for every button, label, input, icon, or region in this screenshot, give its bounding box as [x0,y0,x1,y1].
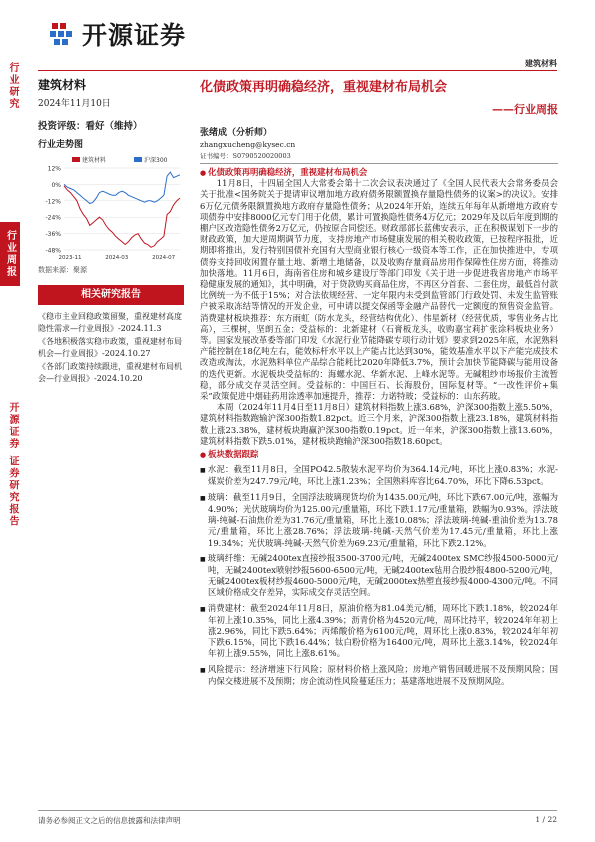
logo [48,16,186,52]
legend-swatch [72,157,80,162]
related-title: 相关研究报告 [38,285,184,305]
left-column [38,76,184,386]
report-body [200,167,558,687]
report-subtitle: ——行业周报 [492,103,558,116]
data-item: ■ 水泥：截至11月8日，全国PO42.5散装水泥平均价为364.14元/吨，环比上涨0.83%；水泥-煤炭价差为247.79元/吨，环比上涨1.23%；全国熟料库容比64.70%，环比下降6.53pct。 [200,464,558,487]
report-date: 2024年11月10日 [38,99,111,109]
sidebar-block: 行业周报 [0,222,20,286]
trend-chart [38,154,184,264]
cert-number: 证书编号：S0790520020003 [200,151,558,164]
y-tick-label: -24% [45,214,61,222]
section-heading: ● 化债政策再明确稳经济，重视建材布局机会 [200,167,558,178]
sidebar [0,0,22,842]
chart-source: 数据来源：聚源 [38,266,87,274]
data-item: ■ 消费建材：截至2024年11月8日，原油价格为81.04美元/桶，周环比下跌1.18%，较2024年年初上涨10.35%，同比上涨4.39%；沥青价格为4520元/吨，周环比持平，较2024年年初上涨2.96%，同比下跌5.64%；丙烯酸价格为6100元/吨，周环比上涨0.83%，较2024年年初下跌6.15%，同比下跌16.44%；钛白粉价格为16400元/吨，周环比上涨3.14%，较2024年年初上涨9.55%，同比上涨8.61%。 [200,603,558,660]
section-heading: ● 板块数据跟踪 [200,449,558,460]
footer-disclaimer: 请务必参阅正文之后的信息披露和法律声明 [38,816,181,825]
sidebar-bottom-text: 开源证券 证券研究报告 [7,402,18,528]
y-tick-label: 12% [47,165,61,173]
x-tick-label: 2024-07 [152,255,176,261]
y-tick-label: -48% [45,247,61,255]
related-item[interactable]: 《各部门政策持续跟进，重视建材布局机会—行业周报》-2024.10.20 [38,362,182,383]
right-column [200,76,558,687]
sector-tag: 建筑材料 [525,58,557,68]
rating: 投资评级：看好（维持） [38,121,143,132]
trend-chart-svg [38,154,184,264]
chart-title: 行业走势图 [38,140,84,150]
legend-swatch [134,157,142,162]
legend-label: 沪深300 [144,157,168,164]
legend-label: 建筑材料 [82,157,107,164]
related-item[interactable]: 《各地积极落实稳市政策，重视建材布局机会—行业周报》-2024.10.27 [38,337,182,358]
y-tick-label: -36% [45,231,61,239]
series-line [64,186,180,248]
author: 张绪成（分析师） [200,128,273,138]
data-item: ■ 玻璃：截至11月9日，全国浮法玻璃现货均价为1435.00元/吨，环比下跌67.00元/吨，涨幅为4.90%；光伏玻璃均价为125.00元/重量箱，环比下跌1.17元/重量箱，跌幅为0.93%。浮法玻璃-纯碱-石油焦价差为31.76元/重量箱，环比上涨10.08%；浮法玻璃-纯碱-重油价差为13.78元/重量箱，环比上涨28.76%；浮法玻璃-纯碱-天然气价差为17.45元/重量箱，环比上涨19.34%；光伏玻璃-纯碱-天然气价差为69.23元/重量箱，环比下跌2.12%。 [200,492,558,549]
page-number: 1 / 22 [535,815,557,824]
y-tick-label: 0% [51,181,61,189]
data-item: ■ 玻璃纤维：无碱2400tex直接纱报3500-3700元/吨，无碱2400tex SMC纱报4500-5000元/吨，无碱2400tex喷射纱报5600-6500元/吨，无碱2400tex毡用合股纱报4800-5200元/吨，无碱2400tex板材纱报4600-5000元/吨，无碱2000tex热塑直接纱报4000-4300元/吨。不同区域价格成交存差异，实际成交存灵活空间。 [200,553,558,599]
sidebar-top-text: 行业研究 [7,62,18,110]
logo-text: 开源证券 [82,21,187,50]
related-list [38,311,184,385]
report-title: 化债政策再明确稳经济，重视建材布局机会 [200,80,448,95]
logo-icon [48,21,76,47]
sector-name: 建筑材料 [38,78,87,92]
related-item[interactable]: 《稳市主业回稳政策留聚，重视建材高度隐性需求—行业周报》-2024.11.3 [38,312,182,333]
x-tick-label: 2023-11 [58,255,82,261]
y-tick-label: -12% [45,198,61,206]
author-email[interactable]: zhangxucheng@kysec.cn [200,140,296,149]
paragraph: 本周（2024年11月4日至11月8日）建筑材料指数上涨3.68%，沪深300指数上涨5.50%，建筑材料指数跑输沪深300指数1.82pct。近三个月来，沪深300指数上涨23.18%，建筑材料指数上涨23.38%，建材板块跑赢沪深300指数0.19pct。近一年来，沪深300指数上涨13.60%，建筑材料指数下跌5.01%，建材板块跑输沪深300指数18.60pct。 [200,402,558,446]
data-item: ■ 风险提示：经济增速下行风险；原材料价格上涨风险；房地产销售回暖进展不及预期风险；国内保交楼进展不及预期；房企流动性风险蔓延压力；基建落地进展不及预期风险。 [200,664,558,687]
footer-divider [38,810,557,811]
series-line [64,172,180,203]
paragraph: 11月8日，十四届全国人大常委会第十二次会议表决通过了《全国人民代表大会常务委员会关于批准<国务院关于提请审议增加地方政府债务限额置换存量隐性债务的议案>的决议》。安排6万亿元债务限额置换地方政府存量隐性债务；从2024年开始，连续五年每年从新增地方政府专项债券中安排8000亿元专门用于化债，累计可置换隐性债务4万亿元；2029年及以后年度到期的棚户区改造隐性债务2万亿元，仍按原合同偿还。财政部部长蓝佛安表示，正在积极谋划下一步的财政政策，加大逆周期调节力度，支持房地产市场健康发展的相关税收政策，已按程序报批，近期即将推出，发行特别国债补充国有大型商业银行核心一级资本等工作，正在加快推进中，专项债券支持回收闲置存量土地、新增土地储备，以及收购存量商品房用作保障性住房方面，将推动加快落地。11月6日，海南省住房和城乡建设厅等部门印发《关于进一步促进我省房地产市场平稳健康发展的通知》，其中明确，对于贷款购买商品住房，不再区分首套、二套住房，最低首付款比例统一为不低于15%；对合法依规经营、一定年限内未受到监管部门行政处罚、未发生监管账户被采取冻结等情况的开发企业，可申请以提交保函等金融产品替代一定额度的预售资金监管。消费建材板块推荐：东方雨虹（防水龙头，经营结构优化）、伟星新材（经营优质，零售业务占比高），三棵树，坚朗五金；受益标的：北新建材（石膏板龙头，收购嘉宝莉扩张涂料板块业务）等。国家发展改革委等部门印发《水泥行业节能降碳专项行动计划》要求到2025年底，水泥熟料产能控制在18亿吨左右，能效标杆水平以上产能占比达到30%，能效基准水平以下产能完成技术改造或淘汰，水泥熟料单位产品综合能耗比2020年降低3.7%，预计会加快节能降碳与能用设备的迭代更新。水泥板块受益标的：海螺水泥、华新水泥、上峰水泥等。无碱粗纱市场报价主流暂稳，部分成交存灵活空间。受益标的：中国巨石、长海股份，国际复材等。“一改性评价+集采”政策促进中烟硅药用涂透率加速提升，推荐：力诺特玻；受益标的：山东药玻。 [200,178,558,402]
x-tick-label: 2024-03 [105,255,129,261]
header-divider [38,70,557,71]
